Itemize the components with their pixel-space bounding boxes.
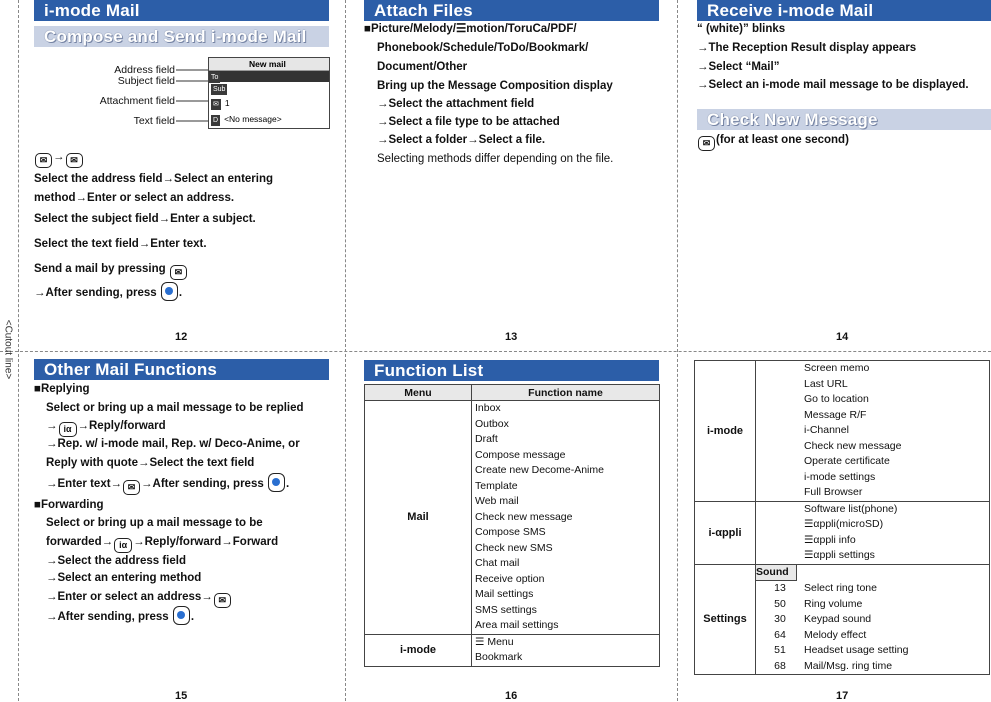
p14-line-2: →The Reception Result display appears xyxy=(697,42,917,54)
ok-key-icon xyxy=(268,473,285,492)
p16-header: Function List xyxy=(364,360,659,381)
mail-key-icon: ✉ xyxy=(214,593,231,608)
list-item: Message R/F xyxy=(804,408,867,421)
p15-header: Other Mail Functions xyxy=(34,359,329,380)
list-item: ☰αppli(microSD) xyxy=(804,518,884,530)
page-number-16: 16 xyxy=(505,690,518,702)
p12-header: i-mode Mail xyxy=(34,0,329,21)
menu-settings: Settings xyxy=(695,564,756,675)
page-number-15: 15 xyxy=(175,690,188,702)
list-item: 51 Headset usage setting xyxy=(774,644,909,656)
p12-step-5: →After sending, press . xyxy=(34,282,324,303)
replying-line-4: Reply with quote→Select the text field xyxy=(46,457,255,469)
attach-count: 1 xyxy=(224,98,230,108)
p13-line-2: Phonebook/Schedule/ToDo/Bookmark/ xyxy=(377,42,589,54)
page-number-12: 12 xyxy=(175,331,188,343)
p12-step-4: Send a mail by pressing ✉ xyxy=(34,260,324,280)
p13-line-7: →Select a folder→Select a file. xyxy=(377,134,546,146)
p12-mail-keys xyxy=(34,148,84,168)
subject-field-label: Subject field xyxy=(117,75,175,87)
p13-note: Selecting methods differ depending on the file. xyxy=(377,153,614,165)
p13-line-6: →Select a file type to be attached xyxy=(377,116,560,128)
list-item: 13 Select ring tone xyxy=(774,582,877,594)
p13-line-3: Document/Other xyxy=(377,61,468,73)
text-value: <No message> xyxy=(224,114,282,124)
list-item: Receive option xyxy=(475,572,545,585)
menu-mail: Mail xyxy=(365,401,472,635)
attach-icon: ✉ xyxy=(213,101,219,108)
forwarding-line-3: →Select the address field xyxy=(46,555,186,567)
p13-line-4: Bring up the Message Composition display xyxy=(377,80,613,92)
list-item: 68 Mail/Msg. ring time xyxy=(774,659,893,672)
mail-key-icon: ✉ xyxy=(35,153,52,168)
mail-key-icon: ✉ xyxy=(66,153,83,168)
mail-items xyxy=(472,401,660,635)
list-item: i-Channel xyxy=(804,424,849,436)
p13-line-5: →Select the attachment field xyxy=(377,98,535,110)
list-item: Compose SMS xyxy=(475,526,546,538)
list-item: Check new message xyxy=(804,439,902,452)
list-item: Full Browser xyxy=(804,486,863,498)
p12-step-2: Select the subject field→Enter a subject. xyxy=(34,213,256,225)
list-item: Template xyxy=(475,479,518,492)
list-item: Inbox xyxy=(475,402,501,414)
cutout-line-h xyxy=(0,351,991,352)
p14-header2: Check New Message xyxy=(697,109,991,130)
screen-title: New mail xyxy=(249,59,286,69)
menu-imode: i-mode xyxy=(695,361,756,502)
list-item: Last URL xyxy=(804,377,848,390)
forwarding-line-6: →After sending, press . xyxy=(46,606,194,627)
list-item: ☰αppli settings xyxy=(804,549,875,561)
list-item: Create new Decome-Anime xyxy=(475,464,604,476)
function-list-table-2 xyxy=(694,360,990,675)
list-item: Software list(phone) xyxy=(804,502,898,515)
menu-iappli: i-αppli xyxy=(695,501,756,564)
mail-key-icon: ✉ xyxy=(698,136,715,151)
list-item: Compose message xyxy=(475,448,566,461)
p14-line-3: →Select “Mail” xyxy=(697,61,780,73)
list-item: 64 Melody effect xyxy=(774,628,867,641)
list-item: ☰ Menu xyxy=(475,635,514,648)
p14-header: Receive i-mode Mail xyxy=(697,0,991,21)
list-item: Check new SMS xyxy=(475,541,553,554)
sub-tag: Sub xyxy=(213,86,226,93)
list-item: Operate certificate xyxy=(804,455,890,467)
ialpha-key-icon: iα xyxy=(59,422,77,437)
cutout-label: <Cutout line> xyxy=(2,319,14,380)
list-item: 30 Keypad sound xyxy=(774,613,872,625)
p14-line-4: →Select an i-mode mail message to be displayed. xyxy=(697,79,969,91)
to-tag: To xyxy=(211,74,219,81)
function-list-table xyxy=(364,384,660,667)
text-field-label: Text field xyxy=(133,115,175,127)
mail-key-icon: ✉ xyxy=(123,480,140,495)
p13-line-1: ■Picture/Melody/☰motion/ToruCa/PDF/ xyxy=(364,23,577,35)
page-number-14: 14 xyxy=(836,331,849,343)
col-function: Function name xyxy=(472,385,660,401)
settings-items xyxy=(756,564,990,675)
list-item: Web mail xyxy=(475,495,519,507)
imode-items xyxy=(756,361,990,502)
list-item: SMS settings xyxy=(475,603,537,616)
list-item: Screen memo xyxy=(804,362,870,374)
replying-line-3: →Rep. w/ i-mode mail, Rep. w/ Deco-Anime, or xyxy=(46,438,300,450)
address-field-label: Address field xyxy=(114,64,175,76)
p14-check-line: ✉ (for at least one second) xyxy=(697,131,849,151)
p13-header: Attach Files xyxy=(364,0,659,21)
iappli-items xyxy=(756,501,990,564)
list-item: Chat mail xyxy=(475,557,520,569)
sound-label: Sound xyxy=(756,565,797,582)
p14-line-1: “ (white)” blinks xyxy=(697,23,786,35)
p12-step-1: Select the address field→Select an entering method→Enter or select an address. xyxy=(34,173,274,204)
forwarding-title: ■Forwarding xyxy=(34,499,104,511)
mail-key-icon: ✉ xyxy=(170,265,187,280)
mail-screen-image xyxy=(208,57,330,129)
list-item: 50 Ring volume xyxy=(774,597,863,610)
replying-line-2: → iα →Reply/forward xyxy=(46,417,166,437)
p12-subheader: Compose and Send i-mode Mail xyxy=(34,26,329,47)
replying-title: ■Replying xyxy=(34,383,90,395)
list-item: ☰αppli info xyxy=(804,533,856,546)
p12-step-3: Select the text field→Enter text. xyxy=(34,238,207,250)
list-item: Area mail settings xyxy=(475,619,559,631)
col-menu: Menu xyxy=(365,385,472,401)
attachment-field-label: Attachment field xyxy=(99,95,175,107)
page-number-13: 13 xyxy=(505,331,518,343)
forwarding-line-2: forwarded→ iα →Reply/forward→Forward xyxy=(46,533,278,553)
list-item: i-mode settings xyxy=(804,470,876,483)
forwarding-line-4: →Select an entering method xyxy=(46,572,202,584)
replying-line-5: →Enter text→ ✉ →After sending, press . xyxy=(46,473,289,495)
replying-line-1: Select or bring up a mail message to be replied xyxy=(46,402,304,414)
list-item: Bookmark xyxy=(475,651,523,663)
ok-key-icon xyxy=(173,606,190,625)
ialpha-key-icon: iα xyxy=(114,538,132,553)
forwarding-line-5: →Enter or select an address→ ✉ xyxy=(46,588,232,608)
text-tag: D xyxy=(213,117,219,124)
forwarding-line-1: Select or bring up a mail message to be xyxy=(46,517,263,529)
menu-imode: i-mode xyxy=(365,634,472,666)
callout-lines xyxy=(176,62,210,126)
arrow: → xyxy=(53,151,65,163)
list-item: Mail settings xyxy=(475,588,534,600)
list-item: Go to location xyxy=(804,393,869,405)
list-item: Outbox xyxy=(475,417,509,430)
imode-items xyxy=(472,634,660,666)
ok-key-icon xyxy=(161,282,178,301)
list-item: Check new message xyxy=(475,510,573,523)
page-number-17: 17 xyxy=(836,690,849,702)
list-item: Draft xyxy=(475,433,498,445)
